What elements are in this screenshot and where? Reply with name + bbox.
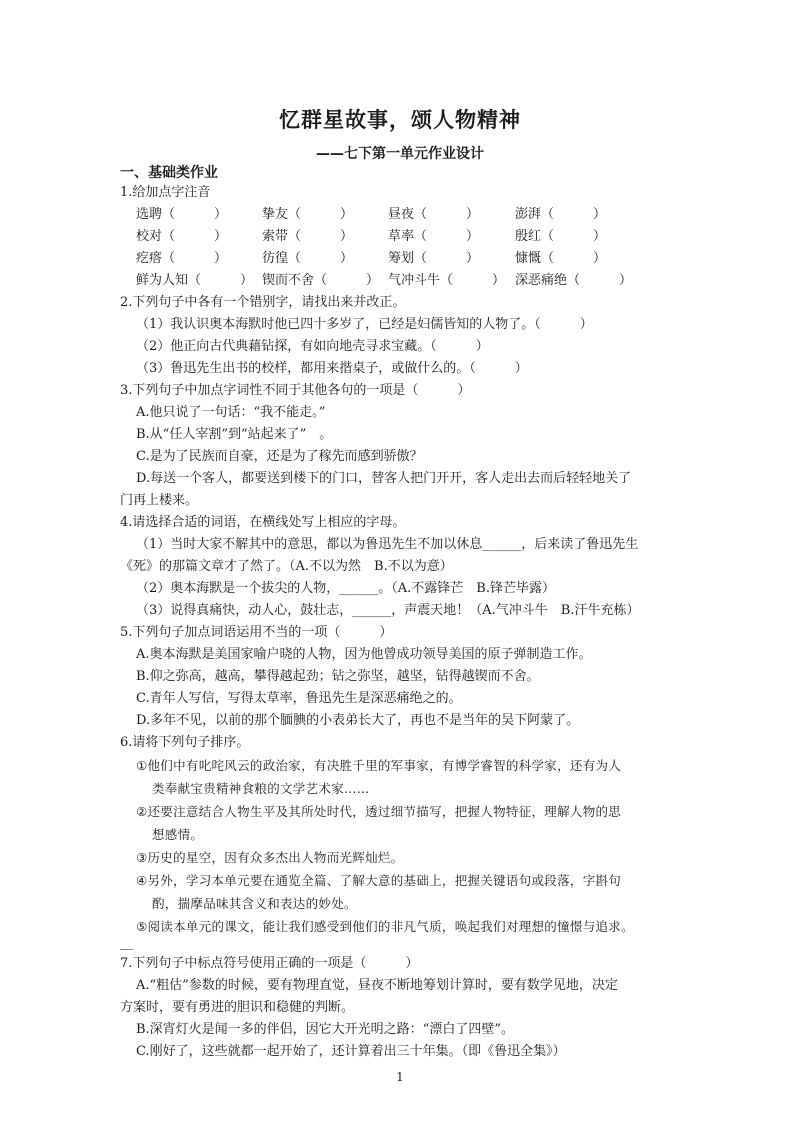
question-6-sentence: ⑤阅读本单元的课文，能让我们感受到他们的非凡气质，唤起我们对理想的憧憬与追求。 <box>136 919 634 934</box>
question-5-stem: 5.下列句子加点词语运用不当的一项（ ） <box>120 625 393 640</box>
question-4-item-cont: 《死》的那篇文章才了然了。（A.不以为然 B.不以为意） <box>120 559 453 574</box>
question-4-item: （1）当时大家不解其中的意思，都以为鲁迅先生不加以休息______，后来读了鲁迅先生 <box>136 537 639 552</box>
question-6-sentence-cont: 想感情。 <box>152 827 204 842</box>
section-heading: 一、基础类作业 <box>120 165 218 181</box>
pinyin-item: 鲜为人知（ ） <box>136 273 254 288</box>
question-7-stem: 7.下列句子中标点符号使用正确的一项是（ ） <box>120 956 419 971</box>
pinyin-item: 彷徨（ ） <box>262 251 354 266</box>
question-7-option: A.“粗估”参数的时候，要有物理直觉，昼夜不断地筹划计算时，要有数学见地，决定 <box>136 978 618 993</box>
pinyin-item: 澎湃（ ） <box>515 207 607 222</box>
question-6-sentence: ③历史的星空，因有众多杰出人物而光辉灿烂。 <box>136 850 404 865</box>
question-6-sentence: ①他们中有叱咤风云的政治家，有决胜千里的军事家，有博学睿智的科学家，还有为人 <box>136 758 622 773</box>
question-4-item: （2）奥本海默是一个拔尖的人物，______。（A.不露锋芒 B.锋芒毕露） <box>136 581 555 596</box>
question-2-item: （3）鲁迅先生出书的校样，都用来揩桌子，或做什么的。（ ） <box>136 361 528 376</box>
pinyin-item: 锲而不舍（ ） <box>262 273 380 288</box>
pinyin-item: 气冲斗牛（ ） <box>388 273 506 288</box>
question-3-option: A.他只说了一句话：“我不能走。” <box>136 405 326 420</box>
pinyin-item: 选聘（ ） <box>136 207 228 222</box>
pinyin-item: 昼夜（ ） <box>388 207 480 222</box>
question-6-stem: 6.请将下列句子排序。 <box>120 735 250 750</box>
question-4-stem: 4.请选择合适的词语，在横线处写上相应的字母。 <box>120 515 406 530</box>
page-title: 忆群星故事，颂人物精神 <box>279 108 521 132</box>
question-6-sentence-cont: 类奉献宝贵精神食粮的文学艺术家…… <box>152 781 370 796</box>
question-5-option: C.青年人写信，写得太草率，鲁迅先生是深恶痛绝之的。 <box>136 691 462 706</box>
pinyin-item: 殷红（ ） <box>515 229 607 244</box>
pinyin-item: 筹划（ ） <box>388 251 480 266</box>
pinyin-item: 挚友（ ） <box>262 207 354 222</box>
question-3-option: C.是为了民族而自豪，还是为了稼先而感到骄傲？ <box>136 449 423 464</box>
question-6-sentence: ④另外，学习本单元要在通览全篇、了解大意的基础上，把握关键语句或段落，字斟句 <box>136 873 622 888</box>
question-7-option-cont: 方案时，要有勇进的胆识和稳健的判断。 <box>120 1000 355 1015</box>
question-4-item: （3）说得真痛快，动人心，鼓壮志，______，声震天地！（A.气冲斗牛 B.汗牛充栋） <box>136 603 640 618</box>
question-7-option: C.刚好了，这些就都一起开始了，还计算着出三十年集。（即《鲁迅全集》） <box>136 1044 566 1059</box>
pinyin-item: 慷慨（ ） <box>515 251 607 266</box>
pinyin-item: 深恶痛绝（ ） <box>515 273 633 288</box>
question-6-answer-line: ＿ <box>120 937 134 952</box>
question-5-option: A.奥本海默是美国家喻户晓的人物，因为他曾成功领导美国的原子弹制造工作。 <box>136 647 592 662</box>
question-3-stem: 3.下列句子中加点字词性不同于其他各句的一项是（ ） <box>120 383 471 398</box>
page-number: 1 <box>396 1070 404 1084</box>
pinyin-item: 草率（ ） <box>388 229 480 244</box>
question-5-option: D.多年不见，以前的那个腼腆的小表弟长大了，再也不是当年的吴下阿蒙了。 <box>136 713 580 728</box>
question-2-stem: 2.下列句子中各有一个错别字，请找出来并改正。 <box>120 295 406 310</box>
question-3-option: D.每送一个客人，都要送到楼下的门口，替客人把门开开，客人走出去而后轻轻地关了 <box>136 471 632 486</box>
question-1-stem: 1.给加点字注音 <box>120 185 211 200</box>
question-3-option-cont: 门再上楼来。 <box>120 493 199 508</box>
question-5-option: B.仰之弥高，越高，攀得越起劲；钻之弥坚，越坚，钻得越锲而不舍。 <box>136 669 540 684</box>
question-6-sentence-cont: 酌，揣摩品味其含义和表达的妙处。 <box>152 896 357 911</box>
page-subtitle: ——七下第一单元作业设计 <box>316 146 484 162</box>
question-6-sentence: ②还要注意结合人物生平及其所处时代，透过细节描写，把握人物特征，理解人物的思 <box>136 804 622 819</box>
question-7-option: B.深宵灯火是闻一多的伴侣，因它大开光明之路：“漂白了四壁”。 <box>136 1022 514 1037</box>
pinyin-item: 疙瘩（ ） <box>136 251 228 266</box>
question-2-item: （1）我认识奥本海默时他已四十多岁了，已经是妇儒皆知的人物了。（ ） <box>136 317 593 332</box>
pinyin-item: 索带（ ） <box>262 229 354 244</box>
question-3-option: B.从“任人宰割”到“站起来了” 。 <box>136 427 333 442</box>
question-2-item: （2）他正向古代典藉钻探，有如向地壳寻求宝藏。（ ） <box>136 339 489 354</box>
pinyin-item: 校对（ ） <box>136 229 228 244</box>
